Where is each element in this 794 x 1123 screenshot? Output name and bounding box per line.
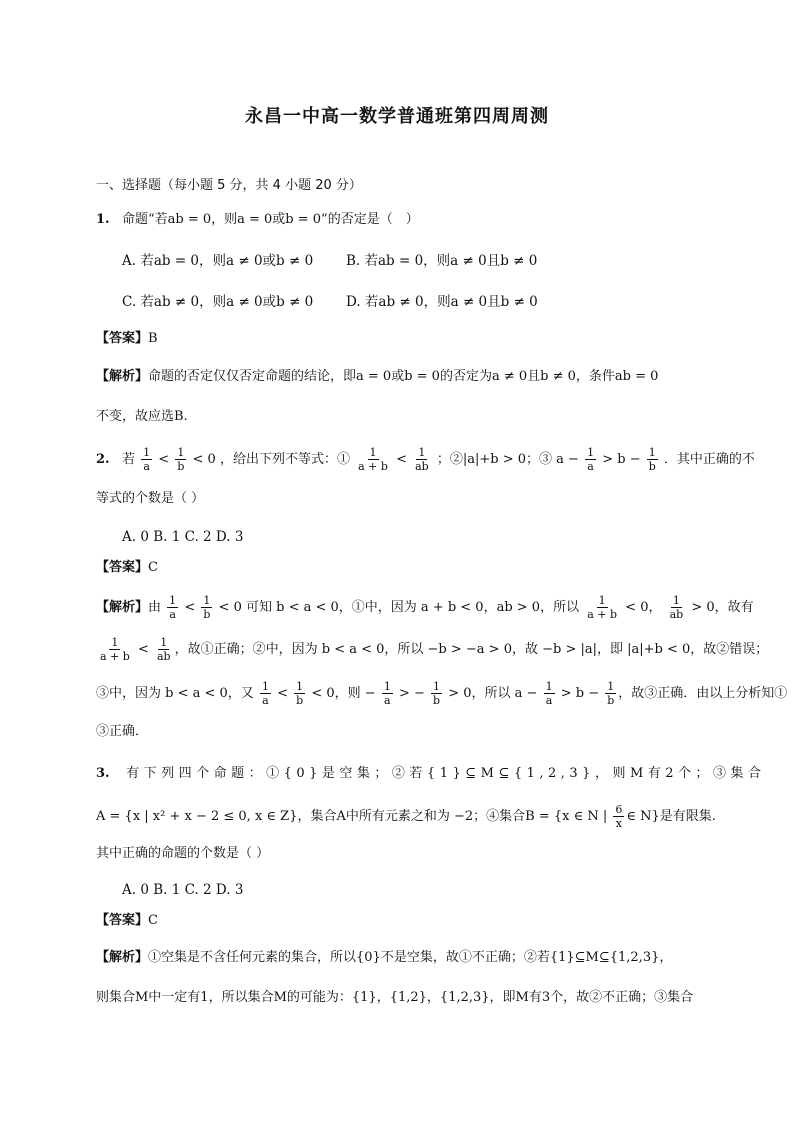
inequality-sign: > 0 — [691, 600, 715, 615]
question-text: A = {x | x² + x − 2 ≤ 0, x ∈ Z}，集合A中所有元素之和为 −2；④集合B = {x ∈ N | — [96, 809, 608, 824]
analysis-text: ，所以 — [471, 686, 511, 701]
stem-mid: ，给出下列不等式：① — [219, 452, 350, 467]
stem-prefix: 若 — [121, 452, 135, 467]
question-number: 3. — [96, 766, 110, 781]
analysis-text: 可知 b < a < 0，①中，因为 a + b < 0，ab > 0，所以 — [245, 600, 580, 615]
fraction-1-over-a-plus-b: $\frac{1}{a + b}$ — [587, 594, 618, 621]
fraction-1-over-a: $\frac{1}{a}$ — [143, 446, 151, 473]
q1-analysis-line-2: 不变，故应选B. — [96, 409, 188, 424]
q2-analysis-line-2 — [96, 636, 768, 663]
analysis-label: 【解析】 — [96, 950, 149, 965]
question-text: 命题“若ab = 0，则a = 0或b = 0”的否定是（ ） — [121, 212, 419, 227]
q3-analysis-line-1 — [96, 948, 672, 968]
expression: a − — [514, 686, 538, 701]
question-number: 2. — [96, 452, 110, 467]
inequality-sign: < — [277, 686, 288, 701]
inequality-sign: < — [158, 452, 170, 467]
analysis-text: 命题的否定仅仅否定命题的结论，即a = 0或b = 0的否定为a ≠ 0且b ≠ 0，条件ab = 0 — [148, 369, 659, 384]
inequality-sign: < 0 — [192, 452, 216, 467]
answer-value: C — [148, 913, 158, 928]
analysis-text: ③中，因为 b < a < 0，又 — [96, 686, 254, 701]
analysis-text: ，则 — [334, 686, 361, 701]
expression: > b − — [560, 686, 600, 701]
fraction-1-over-ab: $\frac{1}{ab}$ — [157, 636, 171, 663]
answer-value: C — [148, 560, 158, 575]
expression: > − — [398, 686, 425, 701]
q2-answer — [96, 558, 158, 578]
q2-analysis-line-1 — [96, 594, 754, 621]
inequality-sign: < 0 — [625, 600, 649, 615]
expression: a − — [556, 452, 579, 467]
fraction-1-over-b: $\frac{1}{b}$ — [177, 446, 185, 473]
fraction-1-over-a: $\frac{1}{a}$ — [587, 446, 595, 473]
stem-tail: ；②|a|+b > 0；③ — [436, 452, 553, 467]
inequality-sign: > 0 — [448, 686, 472, 701]
analysis-text: ， — [648, 600, 662, 615]
fraction-6-over-x: $\frac{6}{x}$ — [615, 803, 623, 830]
q3-options: A. 0 B. 1 C. 2 D. 3 — [122, 882, 244, 898]
fraction-1-over-ab: $\frac{1}{ab}$ — [415, 446, 429, 473]
inequality-sign: < — [137, 642, 149, 657]
expression: − — [364, 686, 376, 701]
fraction-1-over-b: $\frac{1}{b}$ — [648, 446, 656, 473]
analysis-label: 【解析】 — [96, 369, 149, 384]
question-number: 1. — [96, 212, 110, 227]
q3-analysis-line-2: 则集合M中一定有1，所以集合M的可能为：{1}，{1,2}，{1,2,3}，即M有3个，故②不正确；③集合 — [96, 990, 694, 1005]
fraction-1-over-a: $\frac{1}{a}$ — [169, 594, 177, 621]
analysis-label: 【解析】 — [96, 600, 149, 615]
question-text: ∈ N}是有限集. — [626, 809, 716, 824]
question-2-stem — [96, 446, 755, 473]
analysis-text: ，故③正确．由以上分析知① — [618, 686, 788, 701]
inequality-sign: < — [396, 452, 407, 467]
inequality-sign: < — [184, 600, 196, 615]
question-1-stem — [96, 210, 419, 230]
fraction-1-over-ab: $\frac{1}{ab}$ — [669, 594, 684, 621]
q1-option-a: A. 若ab = 0，则a ≠ 0或b ≠ 0 — [122, 253, 314, 269]
q2-analysis-line-3 — [96, 680, 787, 707]
fraction-1-over-a: $\frac{1}{a}$ — [545, 680, 553, 707]
fraction-1-over-a-plus-b: $\frac{1}{a + b}$ — [358, 446, 388, 473]
answer-label: 【答案】 — [96, 913, 149, 928]
fraction-1-over-b: $\frac{1}{b}$ — [203, 594, 211, 621]
analysis-text: ，故①正确；②中，因为 b < a < 0，所以 −b > −a > 0，故 −b > |a|，即 |a|+b < 0，故②错误； — [174, 642, 769, 657]
answer-value: B — [148, 331, 158, 346]
answer-label: 【答案】 — [96, 560, 149, 575]
q1-analysis-line-1 — [96, 367, 658, 387]
analysis-text: ，故有 — [714, 600, 754, 615]
q1-option-d: D. 若ab ≠ 0，则a ≠ 0且b ≠ 0 — [346, 294, 538, 310]
inequality-sign: < 0 — [218, 600, 242, 615]
answer-label: 【答案】 — [96, 331, 149, 346]
analysis-text: ①空集是不含任何元素的集合，所以{0}不是空集，故①不正确；②若{1}⊆M⊆{1,2,3}， — [148, 950, 673, 965]
fraction-1-over-b: $\frac{1}{b}$ — [296, 680, 304, 707]
q1-answer — [96, 329, 158, 349]
question-text: 有下列四个命题：①{0}是空集；②若{1}⊆M⊆{1,2,3}，则M有2个；③集合 — [126, 766, 766, 781]
inequality-sign: < 0 — [311, 686, 335, 701]
fraction-1-over-b: $\frac{1}{b}$ — [607, 680, 615, 707]
q3-answer — [96, 911, 158, 931]
fraction-1-over-b: $\frac{1}{b}$ — [433, 680, 441, 707]
q1-option-c: C. 若ab ≠ 0，则a ≠ 0或b ≠ 0 — [122, 294, 314, 310]
analysis-text: 由 — [148, 600, 162, 615]
stem-end: ．其中正确的不 — [663, 452, 755, 467]
q2-analysis-line-4: ③正确． — [96, 724, 149, 739]
question-3-stem-line-3: 其中正确的命题的个数是（ ） — [96, 846, 270, 861]
q2-options: A. 0 B. 1 C. 2 D. 3 — [122, 529, 244, 545]
expression: > b − — [602, 452, 641, 467]
fraction-1-over-a: $\frac{1}{a}$ — [261, 680, 269, 707]
question-3-stem-line-2 — [96, 803, 716, 830]
page-title: 永昌一中高一数学普通班第四周周测 — [245, 106, 549, 127]
question-2-stem-line-2: 等式的个数是（ ） — [96, 491, 205, 506]
fraction-1-over-a: $\frac{1}{a}$ — [383, 680, 391, 707]
question-3-stem — [96, 764, 766, 784]
fraction-1-over-a-plus-b: $\frac{1}{a + b}$ — [100, 636, 130, 663]
q1-option-b: B. 若ab = 0，则a ≠ 0且b ≠ 0 — [346, 253, 538, 269]
section-heading: 一、选择题（每小题 5 分，共 4 小题 20 分） — [96, 178, 362, 193]
